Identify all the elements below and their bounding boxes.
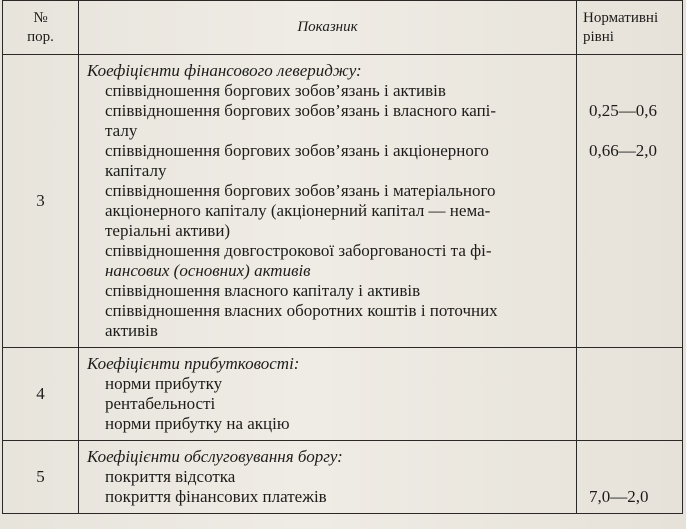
header-norm-line2: рівні <box>583 28 614 45</box>
list-item: норми прибутку на акцію <box>105 414 290 433</box>
list-item: нансових (основних) активів <box>105 261 311 280</box>
list-item: співвідношення боргових зобов’язань і матеріального <box>105 181 496 200</box>
list-item: талу <box>105 121 138 140</box>
list-item: співвідношення боргових зобов’язань і активів <box>105 81 446 100</box>
norm-cell <box>577 441 683 514</box>
list-item: співвідношення власного капіталу і активів <box>105 281 421 300</box>
norm-value: 7,0—2,0 <box>589 487 649 506</box>
header-number-label: пор. <box>27 28 54 45</box>
group-title: Коефіцієнти обслуговування боргу: <box>87 447 343 466</box>
header-norm <box>577 1 683 55</box>
list-item: норми прибутку <box>105 374 223 393</box>
list-item: покриття фінансових платежів <box>105 487 327 506</box>
table-row <box>3 55 683 348</box>
indicator-cell <box>79 348 577 441</box>
header-number-symbol: № <box>33 9 48 26</box>
norm-value: 0,66—2,0 <box>589 141 657 160</box>
list-item: співвідношення довгострокової заборгованості та фі- <box>105 241 492 260</box>
norm-cell <box>577 348 683 441</box>
row-number: 5 <box>3 441 79 514</box>
list-item: акціонерного капіталу (акціонерний капітал — нема- <box>105 201 491 220</box>
row-number: 4 <box>3 348 79 441</box>
table-header-row <box>3 1 683 55</box>
list-item: активів <box>105 321 158 340</box>
norm-value: 0,25—0,6 <box>589 101 657 120</box>
list-item: покриття відсотка <box>105 467 236 486</box>
list-item: співвідношення боргових зобов’язань і власного капі- <box>105 101 497 120</box>
list-item: рентабельності <box>105 394 216 413</box>
list-item: співвідношення боргових зобов’язань і акціонерного <box>105 141 489 160</box>
header-number <box>3 1 79 55</box>
table-row <box>3 348 683 441</box>
list-item: капіталу <box>105 161 167 180</box>
table-row <box>3 441 683 514</box>
indicator-cell <box>79 55 577 348</box>
row-number: 3 <box>3 55 79 348</box>
header-norm-line1: Нормативні <box>583 9 659 26</box>
group-title: Коефіцієнти фінансового левериджу: <box>87 61 362 80</box>
header-indicator: Показник <box>79 1 577 55</box>
list-item: співвідношення власних оборотних коштів і поточних <box>105 301 498 320</box>
list-item: теріальні активи) <box>105 221 231 240</box>
indicators-table <box>2 0 683 514</box>
norm-cell <box>577 55 683 348</box>
group-title: Коефіцієнти прибутковості: <box>87 354 300 373</box>
indicator-cell <box>79 441 577 514</box>
